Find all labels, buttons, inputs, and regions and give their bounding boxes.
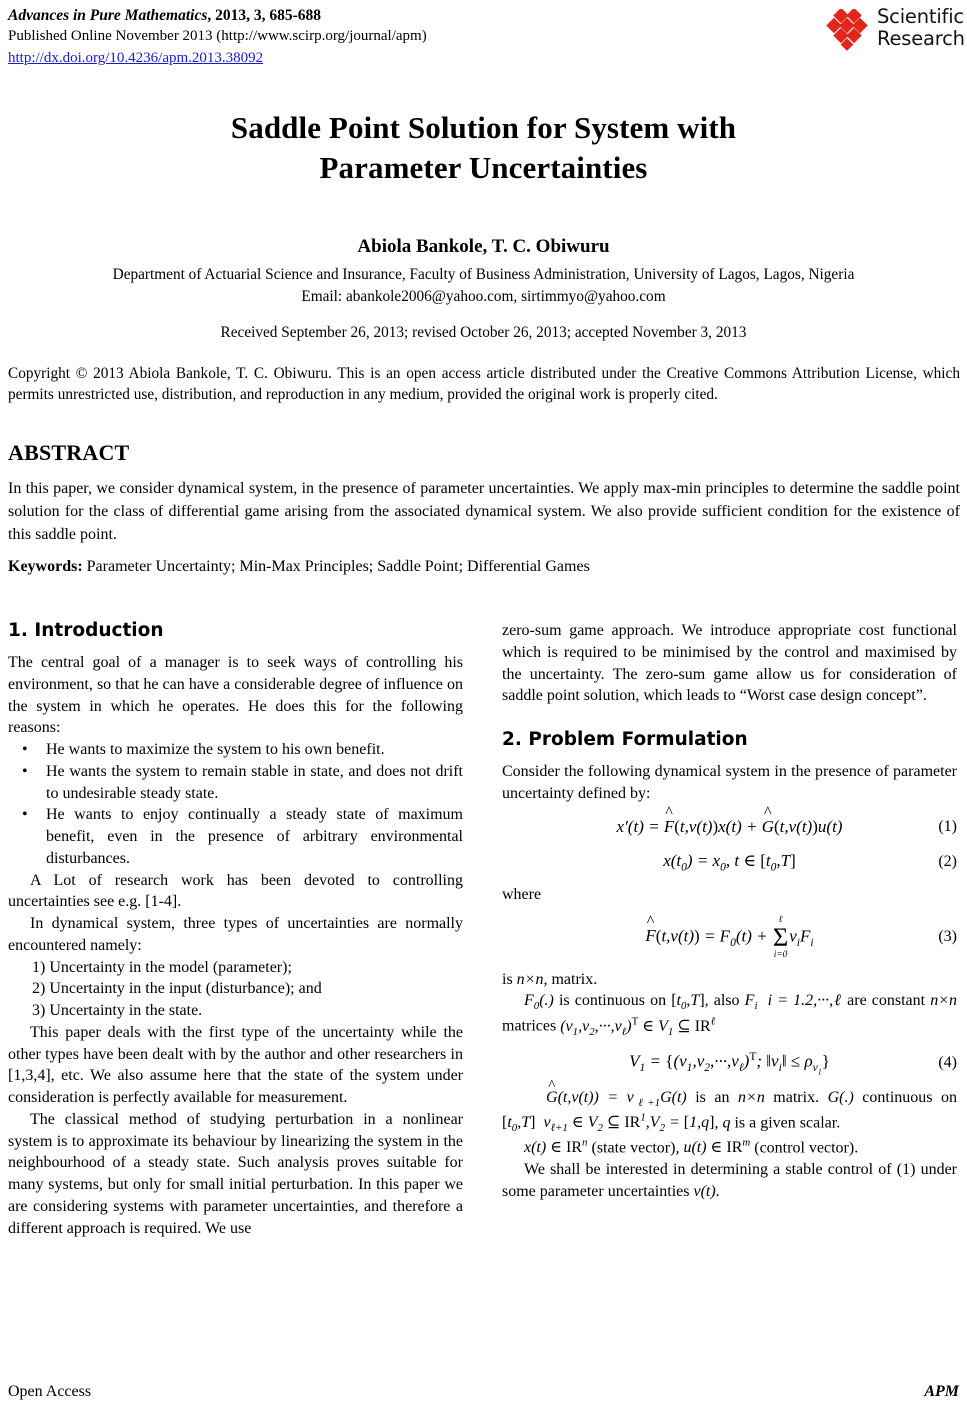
manager-goals-list bbox=[8, 739, 463, 870]
body-column-left bbox=[8, 620, 463, 1239]
intro-paragraph-5: The classical method of studying perturbation in a nonlinear system is to approximate its behaviour by linearizing the system in the neighbourhood of a steady state. Such analysis proves suitable for many systems, but only for small initial perturbation. In this paper we are considering systems with parameter uncertainties, and therefore a different approach is required. We use bbox=[8, 1110, 463, 1237]
intro-paragraph-5-continued: zero-sum game approach. We introduce appropriate cost functional which is required to be minimised by the control and maximised by the uncertainty. The zero-sum game allow us for consideration of saddle point solution, which leads to “Worst case design concept”. bbox=[502, 622, 957, 705]
inline-math-state-vector: x(t) ∈ $IR^n$ bbox=[524, 1136, 588, 1157]
list-item: 3) Uncertainty in the state. bbox=[32, 1002, 203, 1020]
list-item: 1) Uncertainty in the model (parameter); bbox=[32, 958, 292, 976]
list-item: • He wants to maximize the system to his own benefit. bbox=[32, 739, 463, 761]
closing-paragraph: We shall be interested in determining a stable control of (1) under some parameter uncertainties v(t). bbox=[502, 1160, 957, 1200]
continuity-paragraph bbox=[502, 990, 957, 1039]
paper-title bbox=[60, 108, 907, 187]
journal-title: Advances in Pure Mathematics bbox=[8, 7, 208, 24]
publisher-name-line2: Research bbox=[877, 26, 965, 50]
received-dates: Received September 26, 2013; revised October 26, 2013; accepted November 3, 2013 bbox=[220, 324, 747, 341]
list-item: • He wants the system to remain stable in state, and does not drift to undesirable steady state. bbox=[32, 761, 463, 805]
G-def-part-c: continuous on bbox=[853, 1088, 958, 1106]
inline-math-v-of-t: v(t) bbox=[693, 1182, 716, 1200]
G-def-part-a: is an bbox=[686, 1088, 739, 1106]
keywords-value: Parameter Uncertainty; Min-Max Principles; Saddle Point; Differential Games bbox=[82, 558, 590, 575]
section-heading-introduction: 1. Introduction bbox=[8, 620, 164, 641]
keywords-line bbox=[8, 558, 960, 576]
equation-2 bbox=[502, 849, 957, 875]
intro-paragraph-2: A Lot of research work has been devoted to controlling uncertainties see e.g. [1-4]. bbox=[8, 871, 463, 911]
continuity-part-d: matrices bbox=[502, 1017, 561, 1035]
body-column-right bbox=[502, 620, 957, 1202]
G-def-part-d: given scalar. bbox=[756, 1113, 841, 1131]
equation-4 bbox=[502, 1049, 957, 1078]
inline-math-G-hat: ^ $G(t,v(t)) = v_{\ell+1}G(t)$ bbox=[546, 1076, 687, 1109]
keywords-label: Keywords: bbox=[8, 558, 83, 575]
uncertainty-types-list bbox=[8, 957, 463, 1022]
diamond-cluster-icon bbox=[823, 9, 871, 53]
footer-journal-abbrev: APM bbox=[924, 1383, 959, 1400]
inline-math-v-ell-plus-1: $v_{\ell+1}$ ∈ $V_2$ ⊆ $IR^1,V_2 = [1,q]$ bbox=[543, 1111, 715, 1135]
matrix-description-paragraph bbox=[502, 969, 957, 991]
section-heading-problem-formulation: 2. Problem Formulation bbox=[502, 729, 748, 750]
inline-math-F0: $F_0(.)$ bbox=[524, 992, 554, 1013]
inline-math-interval: $[t_0,T]$ bbox=[671, 992, 705, 1013]
equation-3-number: (3) bbox=[938, 928, 957, 946]
inline-math-n-by-n-2: n×n bbox=[930, 992, 958, 1010]
abstract-text: In this paper, we consider dynamical system, in the presence of parameter uncertainties. We apply max-min principles to determine the saddle point solution for the class of differential game arising from the associated dynamical system. We also provide sufficient condition for the existence of this saddle point. bbox=[8, 480, 960, 543]
continuity-part-a: is continuous on bbox=[553, 992, 672, 1010]
state-control-vector-paragraph bbox=[502, 1136, 957, 1159]
equation-3-body: ^ $F(t,v(t)) = F_0(t)$ + ℓ Σ i=0 $v_iF_i$ bbox=[645, 913, 814, 961]
email-line: Email: abankole2006@yahoo.com, sirtimmyo@yahoo.com bbox=[301, 287, 666, 305]
paper-title-line1: Saddle Point Solution for System with bbox=[230, 110, 737, 145]
state-vector-label: (state vector), bbox=[587, 1139, 684, 1157]
journal-meta: , 2013, 3, 685-688 bbox=[207, 7, 322, 24]
matrix-desc-part-a: is bbox=[502, 970, 517, 988]
inline-math-n-by-n-3: n×n bbox=[738, 1088, 765, 1106]
problem-paragraph-1: Consider the following dynamical system in the presence of parameter uncertainty defined by: bbox=[502, 763, 957, 802]
equation-3 bbox=[502, 915, 957, 960]
doi-link[interactable]: http://dx.doi.org/10.4236/apm.2013.38092 bbox=[8, 50, 264, 67]
publisher-logo bbox=[815, 4, 965, 58]
list-item: 2) Uncertainty in the input (disturbance); and bbox=[32, 980, 322, 998]
publisher-name-line1: Scientific bbox=[877, 5, 964, 28]
continuity-part-c: are constant bbox=[847, 992, 931, 1010]
inline-math-q: q bbox=[722, 1113, 731, 1131]
list-item: • He wants to enjoy continually a steady state of maximum benefit, even in the presence of arbitrary environmental disturbances. bbox=[32, 804, 463, 869]
equation-2-body: $x(t_0) = x_0$, t ∈ $[t_0,T]$ bbox=[663, 850, 796, 874]
inline-math-G-dot: G(.) bbox=[827, 1088, 854, 1106]
equation-2-number: (2) bbox=[938, 852, 957, 870]
inline-math-control-vector: u(t) ∈ $IR^m$ bbox=[683, 1136, 751, 1157]
affiliation-block bbox=[20, 264, 947, 307]
masthead bbox=[8, 6, 648, 69]
intro-paragraph-4: This paper deals with the first type of the uncertainty while the other types have been dealt with by the author and other researchers in [1,3,4], etc. We also assume here that the state of the system under consideration is perfectly available for measurement. bbox=[8, 1023, 463, 1107]
continuity-part-b: , also bbox=[704, 992, 745, 1010]
closing-text: We shall be interested in determining a stable control of (1) under some parameter uncertainties bbox=[502, 1160, 957, 1200]
matrix-desc-part-b: matrix. bbox=[547, 970, 598, 988]
inline-math-interval-2: $[t_0,T]$ bbox=[502, 1113, 536, 1135]
equation-4-body: $V_1 = \{(v_1,v_2,\cdot\cdot\cdot,v_\ell)^T$; $‖v_i‖ \le \rho_{v_1}$} bbox=[629, 1049, 830, 1076]
footer-open-access: Open Access bbox=[8, 1383, 92, 1400]
copyright-notice: Copyright © 2013 Abiola Bankole, T. C. Obiwuru. This is an open access article distributed under the Creative Commons Attribution License, which permits unrestricted use, distribution, and reproduction in any medium, provided the original work is properly cited. bbox=[8, 365, 960, 403]
abstract-heading: ABSTRACT bbox=[8, 440, 130, 465]
where-label: where bbox=[502, 885, 542, 903]
paper-title-line2: Parameter Uncertainties bbox=[319, 149, 648, 185]
inline-math-Fi-index: $F_i$ i = 1.2,···,ℓ bbox=[744, 992, 843, 1013]
intro-paragraph-3: In dynamical system, three types of uncertainties are normally encountered namely: bbox=[8, 915, 463, 954]
equation-4-number: (4) bbox=[938, 1054, 957, 1072]
inline-math-v-vector: $(v_1,v_2,\cdot\cdot\cdot,v_\ell)^T$ ∈ $V_1$ ⊆ $IR^\ell$ bbox=[560, 1015, 716, 1038]
journal-line bbox=[8, 6, 648, 26]
G-definition-paragraph: ^ $G(t,v(t)) = v_{\ell+1}G(t)$ is an n×n matrix. G(.) continuous on $[t_0,T]$ $v_{\ell+1}$ ∈ $V_2$ ⊆ $IR^1,V_2 = [1,q]$, q is a given scalar. bbox=[502, 1076, 958, 1135]
inline-math-n-by-n: n×n, bbox=[516, 970, 548, 988]
equation-1-number: (1) bbox=[938, 817, 957, 835]
published-online-line: Published Online November 2013 (http://www.scirp.org/journal/apm) bbox=[8, 28, 427, 45]
equation-1 bbox=[502, 804, 957, 840]
affiliation-text: Department of Actuarial Science and Insurance, Faculty of Business Administration, University of Lagos, Lagos, Nigeria bbox=[112, 266, 855, 283]
equation-1-body: x′(t) = ^ F(t,v(t))x(t) + ^ G(t,v(t))u(t) bbox=[616, 804, 843, 837]
author-list: Abiola Bankole, T. C. Obiwuru bbox=[357, 236, 610, 257]
control-vector-label: (control vector). bbox=[750, 1139, 859, 1157]
G-def-part-b: matrix. bbox=[764, 1088, 828, 1106]
intro-paragraph-1: The central goal of a manager is to seek ways of controlling his environment, so that he can have a considerable degree of influence on the system in which he operates. He does this for the following reasons: bbox=[8, 654, 463, 737]
publisher-name bbox=[877, 6, 965, 50]
